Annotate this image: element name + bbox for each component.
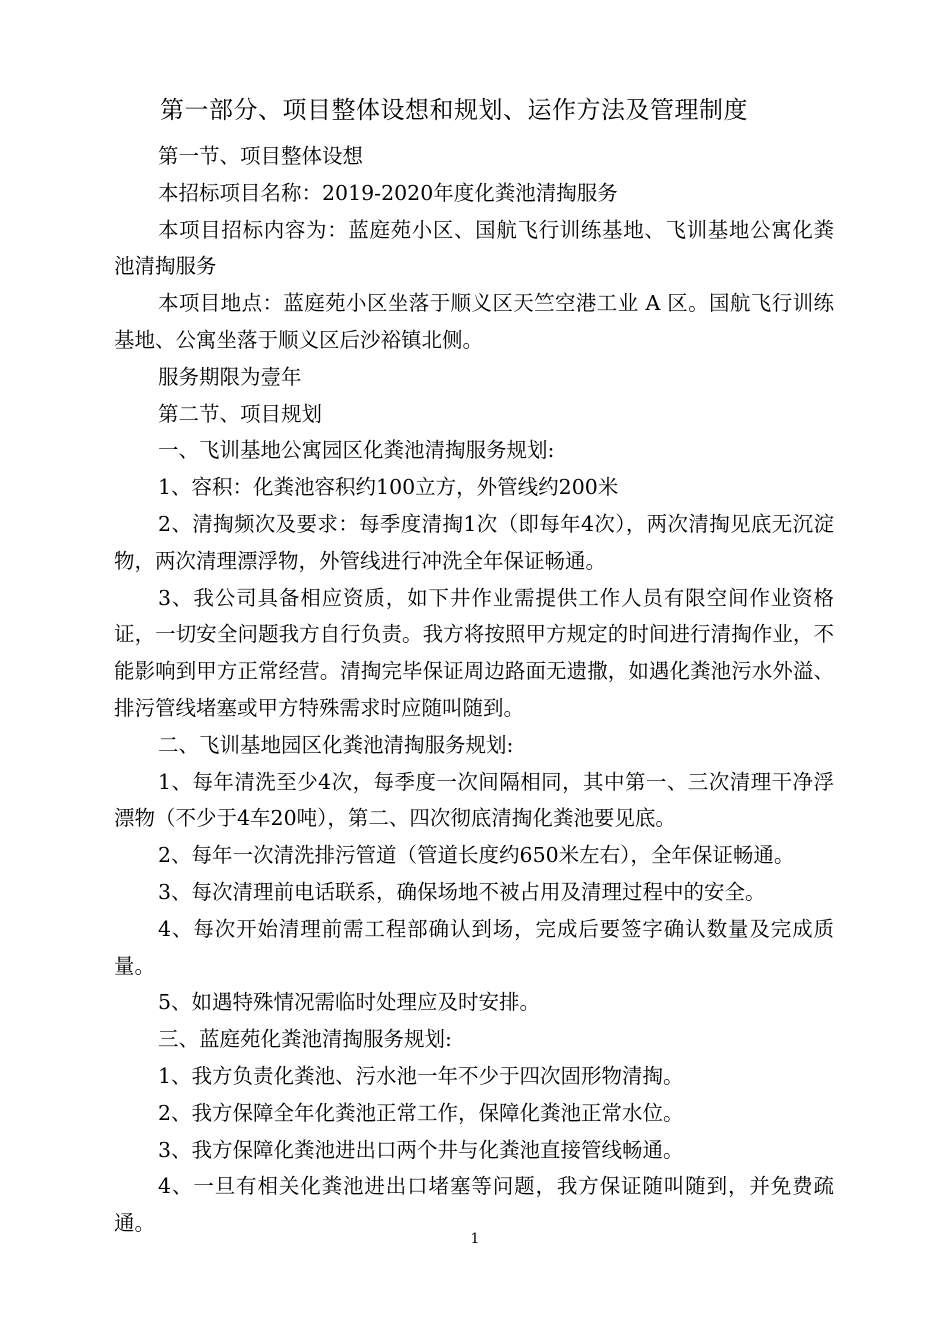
paragraph-service-period: 服务期限为壹年 <box>158 364 302 389</box>
paragraph-plan-2-item-3: 3、每次清理前电话联系，确保场地不被占用及清理过程中的安全。 <box>158 879 766 904</box>
paragraph-plan-3-item-1: 1、我方负责化粪池、污水池一年不少于四次固形物清掏。 <box>158 1063 684 1088</box>
paragraph-project-location: 本项目地点：蓝庭苑小区坐落于顺义区天竺空港工业 A 区。国航飞行训练基地、公寓坐落于顺义区后沙裕镇北侧。 <box>114 291 834 352</box>
paragraph-plan-2-item-4: 4、每次开始清理前需工程部确认到场，完成后要签字确认数量及完成质量。 <box>114 916 834 978</box>
paragraph-plan-2-heading: 二、飞训基地园区化粪池清掏服务规划: <box>158 732 514 757</box>
page-number: 1 <box>470 1231 480 1247</box>
paragraph-plan-2-item-1: 1、每年清洗至少4次，每季度一次间隔相同，其中第一、三次清理干净浮漂物（不少于4车20吨），第二、四次彻底清掏化粪池要见底。 <box>114 769 834 831</box>
document-title: 第一部分、项目整体设想和规划、运作方法及管理制度 <box>160 96 748 124</box>
paragraph-plan-3-item-4: 4、一旦有相关化粪池进出口堵塞等问题，我方保证随叫随到，并免费疏通。 <box>114 1174 834 1236</box>
paragraph-section-1-heading: 第一节、项目整体设想 <box>158 144 363 168</box>
paragraph-plan-1-item-1: 1、容积：化粪池容积约100立方，外管线约200米 <box>158 475 619 500</box>
paragraph-plan-3-item-2: 2、我方保障全年化粪池正常工作，保障化粪池正常水位。 <box>158 1100 684 1125</box>
paragraph-plan-1-heading: 一、飞训基地公寓园区化粪池清掏服务规划: <box>158 438 555 463</box>
paragraph-project-name: 本招标项目名称：2019-2020年度化粪池清掏服务 <box>158 180 618 205</box>
paragraph-plan-2-item-2: 2、每年一次清洗排污管道（管道长度约650米左右），全年保证畅通。 <box>158 843 795 868</box>
paragraph-plan-1-item-2: 2、清掏频次及要求：每季度清掏1次（即每年4次），两次清掏见底无沉淀物，两次清理漂浮物，外管线进行冲洗全年保证畅通。 <box>114 511 834 573</box>
paragraph-section-2-heading: 第二节、项目规划 <box>158 401 322 426</box>
paragraph-plan-3-heading: 三、蓝庭苑化粪池清掏服务规划: <box>158 1027 452 1052</box>
paragraph-plan-1-item-3: 3、我公司具备相应资质，如下井作业需提供工作人员有限空间作业资格证，一切安全问题我方自行负责。我方将按照甲方规定的时间进行清掏作业，不能影响到甲方正常经营。清掏完毕保证周边路面无遗撒，如遇化粪池污水外溢、排污管线堵塞或甲方特殊需求时应随叫随到。 <box>114 585 834 720</box>
paragraph-plan-2-item-5: 5、如遇特殊情况需临时处理应及时安排。 <box>158 990 541 1015</box>
paragraph-project-content: 本项目招标内容为：蓝庭苑小区、国航飞行训练基地、飞训基地公寓化粪池清掏服务 <box>114 217 834 279</box>
paragraph-plan-3-item-3: 3、我方保障化粪池进出口两个井与化粪池直接管线畅通。 <box>158 1137 684 1162</box>
document-body <box>114 138 834 1242</box>
